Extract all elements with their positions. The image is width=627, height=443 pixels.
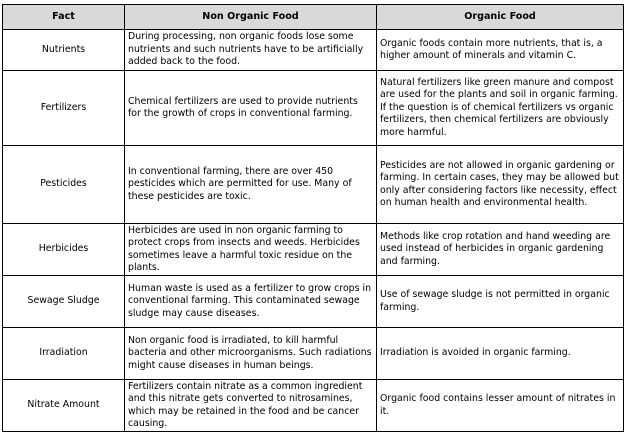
table-row [3,380,624,432]
non-organic-cell: Herbicides are used in non organic farming to protect crops from insects and weeds. Herbicides sometimes leave a harmful toxic residue on the plants. [125,224,377,276]
fact-cell: Pesticides [3,146,125,224]
fact-cell: Irradiation [3,328,125,380]
non-organic-cell: Chemical fertilizers are used to provide nutrients for the growth of crops in conventional farming. [125,71,377,146]
non-organic-cell: Human waste is used as a fertilizer to grow crops in conventional farming. This contaminated sewage sludge may cause diseases. [125,276,377,328]
header-non-organic: Non Organic Food [125,5,377,30]
table-row [3,328,624,380]
comparison-table [2,4,624,432]
header-fact: Fact [3,5,125,30]
non-organic-cell: In conventional farming, there are over 450 pesticides which are permitted for use. Many of these pesticides are toxic. [125,146,377,224]
table-row [3,30,624,71]
fact-cell: Nitrate Amount [3,380,125,432]
non-organic-cell: Non organic food is irradiated, to kill harmful bacteria and other microorganisms. Such radiations might cause diseases in human beings. [125,328,377,380]
non-organic-cell: Fertilizers contain nitrate as a common ingredient and this nitrate gets converted to nitrosamines, which may be retained in the food and be cancer causing. [125,380,377,432]
fact-cell: Herbicides [3,224,125,276]
organic-cell: Use of sewage sludge is not permitted in organic farming. [377,276,624,328]
non-organic-cell: During processing, non organic foods lose some nutrients and such nutrients have to be artificially added back to the food. [125,30,377,71]
table-row [3,224,624,276]
fact-cell: Nutrients [3,30,125,71]
organic-cell: Pesticides are not allowed in organic gardening or farming. In certain cases, they may be allowed but only after considering factors like necessity, effect on human health and environmental health. [377,146,624,224]
organic-cell: Irradiation is avoided in organic farming. [377,328,624,380]
table-row [3,276,624,328]
table-header-row [3,5,624,30]
table-row [3,146,624,224]
fact-cell: Fertilizers [3,71,125,146]
organic-cell: Methods like crop rotation and hand weeding are used instead of herbicides in organic gardening and farming. [377,224,624,276]
fact-cell: Sewage Sludge [3,276,125,328]
table-row [3,71,624,146]
organic-cell: Natural fertilizers like green manure and compost are used for the plants and soil in organic farming. If the question is of chemical fertilizers vs organic fertilizers, then chemical fertilizers are obviously more harmful. [377,71,624,146]
organic-cell: Organic foods contain more nutrients, that is, a higher amount of minerals and vitamin C. [377,30,624,71]
header-organic: Organic Food [377,5,624,30]
organic-cell: Organic food contains lesser amount of nitrates in it. [377,380,624,432]
